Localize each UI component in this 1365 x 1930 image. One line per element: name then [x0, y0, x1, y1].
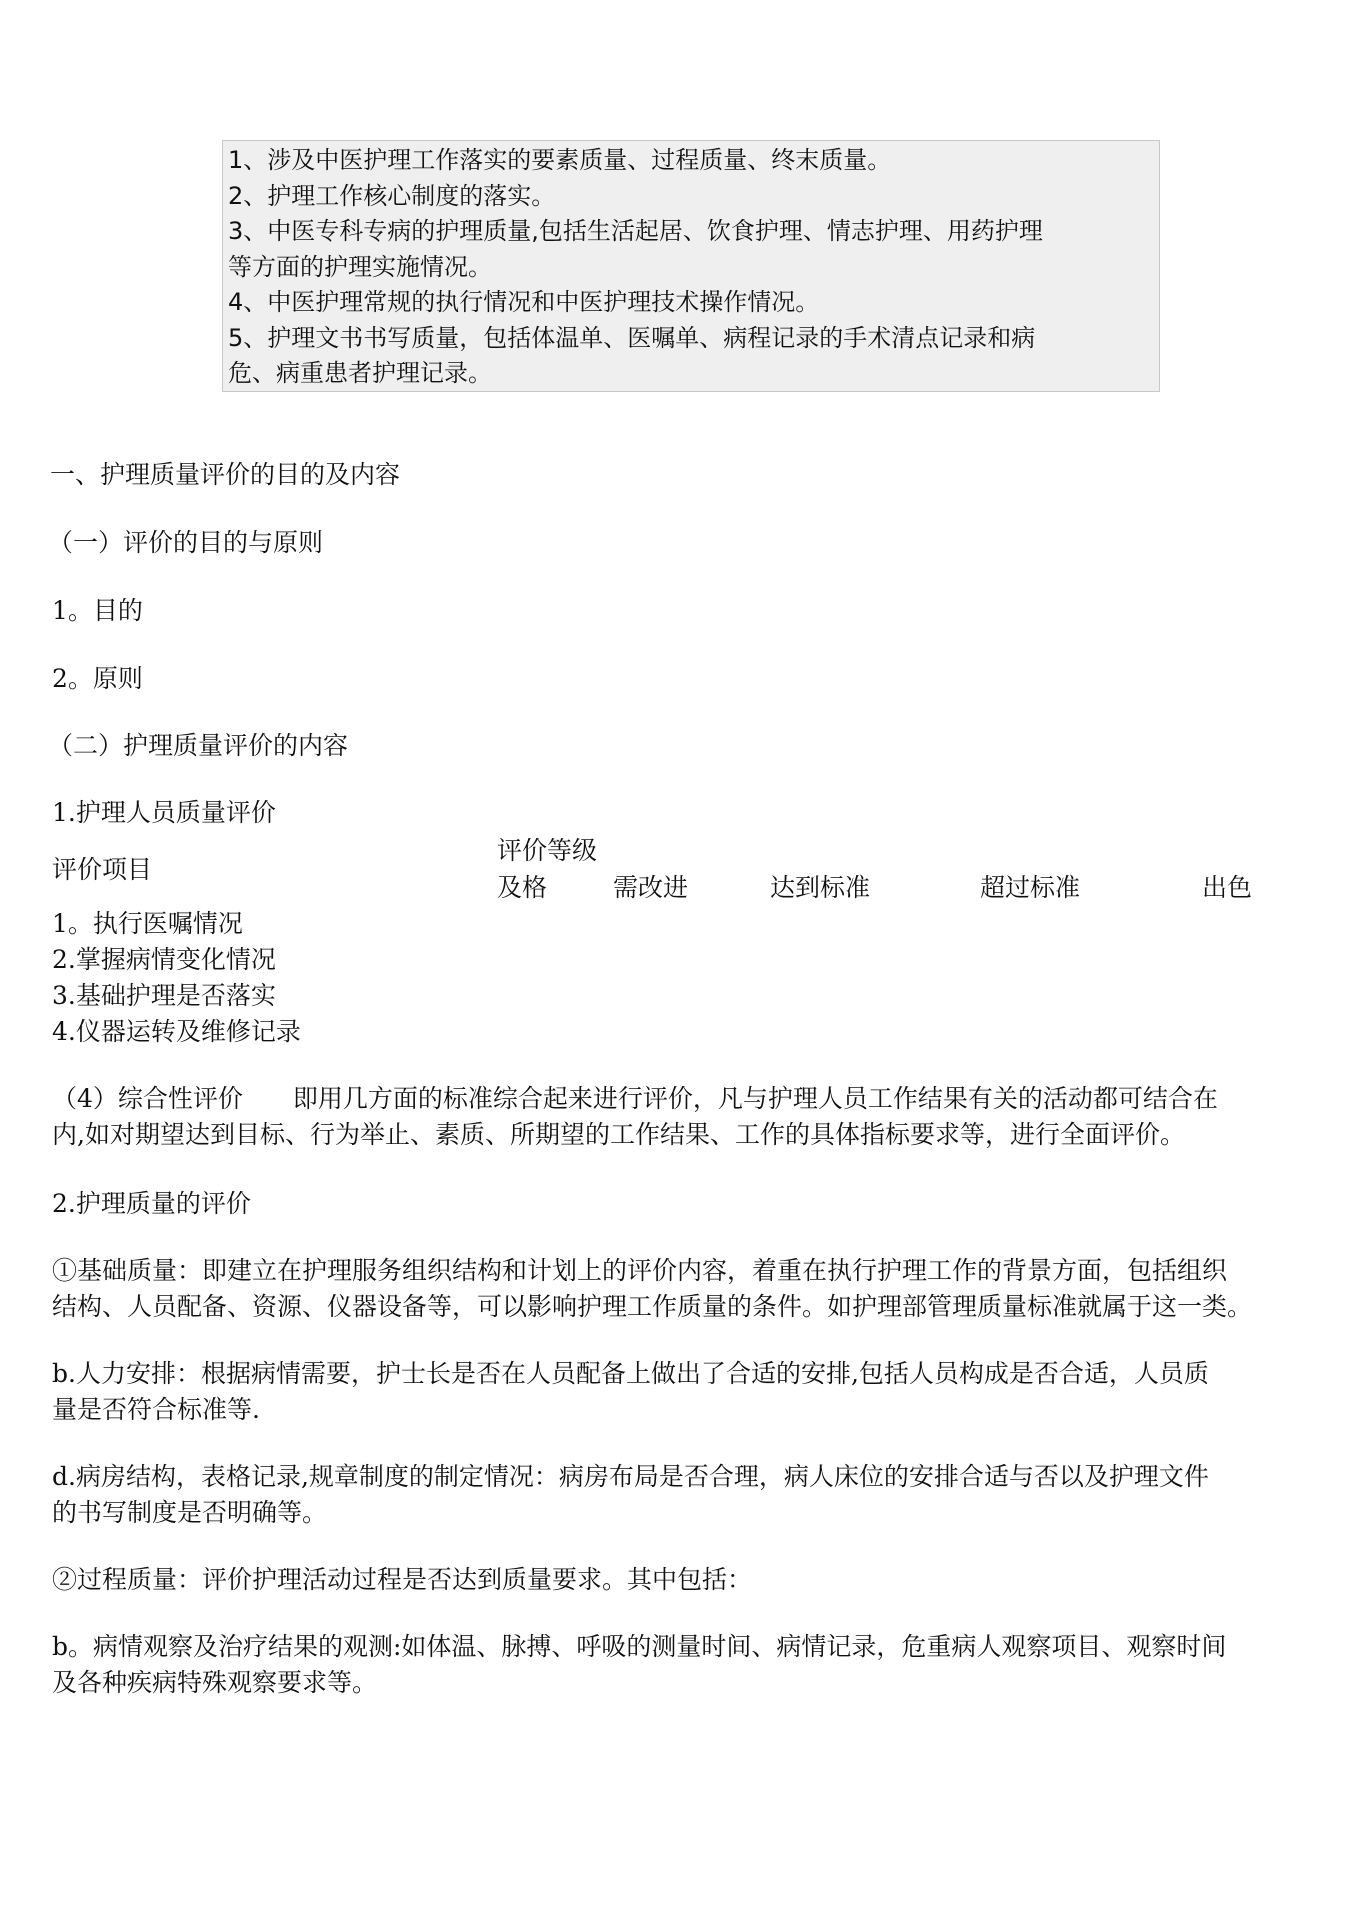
box-line: 1、涉及中医护理工作落实的要素质量、过程质量、终末质量。	[228, 146, 892, 174]
process-quality-line: ②过程质量：评价护理活动过程是否达到质量要求。其中包括：	[52, 1565, 753, 1594]
comprehensive-eval-paragraph	[52, 1081, 1342, 1153]
paragraph-line: b。病情观察及治疗结果的观测:如体温、脉搏、呼吸的测量时间、病情记录，危重病人观察项目、观察时间	[52, 1632, 1227, 1661]
section-heading: 一、护理质量评价的目的及内容	[50, 460, 401, 489]
quality-eval-heading: 2.护理质量的评价	[52, 1189, 251, 1218]
eval-item: 2.掌握病情变化情况	[52, 945, 276, 974]
subsection-heading: （一）评价的目的与原则	[48, 528, 324, 557]
paragraph-line: 量是否符合标准等.	[52, 1395, 260, 1424]
ward-structure-paragraph	[52, 1459, 1342, 1531]
level-pass: 及格	[497, 873, 548, 902]
basic-quality-paragraph	[52, 1253, 1342, 1325]
box-line: 等方面的护理实施情况。	[228, 252, 492, 281]
level-excellent: 出色	[1202, 873, 1253, 902]
eval-item: 4.仪器运转及维修记录	[52, 1017, 301, 1046]
box-line: 危、病重患者护理记录。	[228, 359, 492, 387]
paragraph-line: 的书写制度是否明确等。	[52, 1498, 328, 1527]
level-column-header: 评价等级	[497, 836, 598, 865]
level-needs-improvement: 需改进	[613, 873, 689, 902]
subsection-heading: （二）护理质量评价的内容	[48, 731, 349, 760]
level-meets-standard: 达到标准	[770, 873, 871, 902]
box-line: 3、中医专科专病的护理质量,包括生活起居、饮食护理、情志护理、用药护理	[228, 217, 1043, 245]
level-exceeds-standard: 超过标准	[980, 873, 1081, 902]
eval-item: 3.基础护理是否落实	[52, 981, 276, 1010]
purpose-item: 1。目的	[52, 596, 143, 625]
eval-item: 1。执行医嘱情况	[52, 909, 243, 938]
paragraph-line: 及各种疾病特殊观察要求等。	[52, 1668, 378, 1697]
paragraph-line: ①基础质量：即建立在护理服务组织结构和计划上的评价内容，着重在执行护理工作的背景方面，包括组织	[52, 1256, 1228, 1285]
paragraph-line: 内,如对期望达到目标、行为举止、素质、所期望的工作结果、工作的具体指标要求等，进行全面评价。	[52, 1120, 1185, 1149]
staff-eval-heading: 1.护理人员质量评价	[52, 798, 276, 827]
item-column-header: 评价项目	[52, 855, 153, 884]
manpower-paragraph	[52, 1356, 1342, 1428]
paragraph-line: 结构、人员配备、资源、仪器设备等，可以影响护理工作质量的条件。如护理部管理质量标准就属于这一类。	[52, 1292, 1253, 1321]
box-line: 5、护理文书书写质量，包括体温单、医嘱单、病程记录的手术清点记录和病	[228, 323, 1036, 352]
paragraph-line: （4）综合性评价 即用几方面的标准综合起来进行评价，凡与护理人员工作结果有关的活动都可结合在	[52, 1084, 1218, 1113]
principle-item: 2。原则	[52, 664, 143, 693]
quality-content-box	[222, 140, 1160, 392]
box-line: 4、中医护理常规的执行情况和中医护理技术操作情况。	[228, 288, 820, 316]
paragraph-line: d.病房结构，表格记录,规章制度的制定情况：病房布局是否合理，病人床位的安排合适与否以及护理文件	[52, 1462, 1209, 1491]
observation-paragraph	[52, 1629, 1342, 1701]
paragraph-line: b.人力安排：根据病情需要，护士长是否在人员配备上做出了合适的安排,包括人员构成是否合适，人员质	[52, 1359, 1209, 1388]
box-line: 2、护理工作核心制度的落实。	[228, 181, 556, 210]
